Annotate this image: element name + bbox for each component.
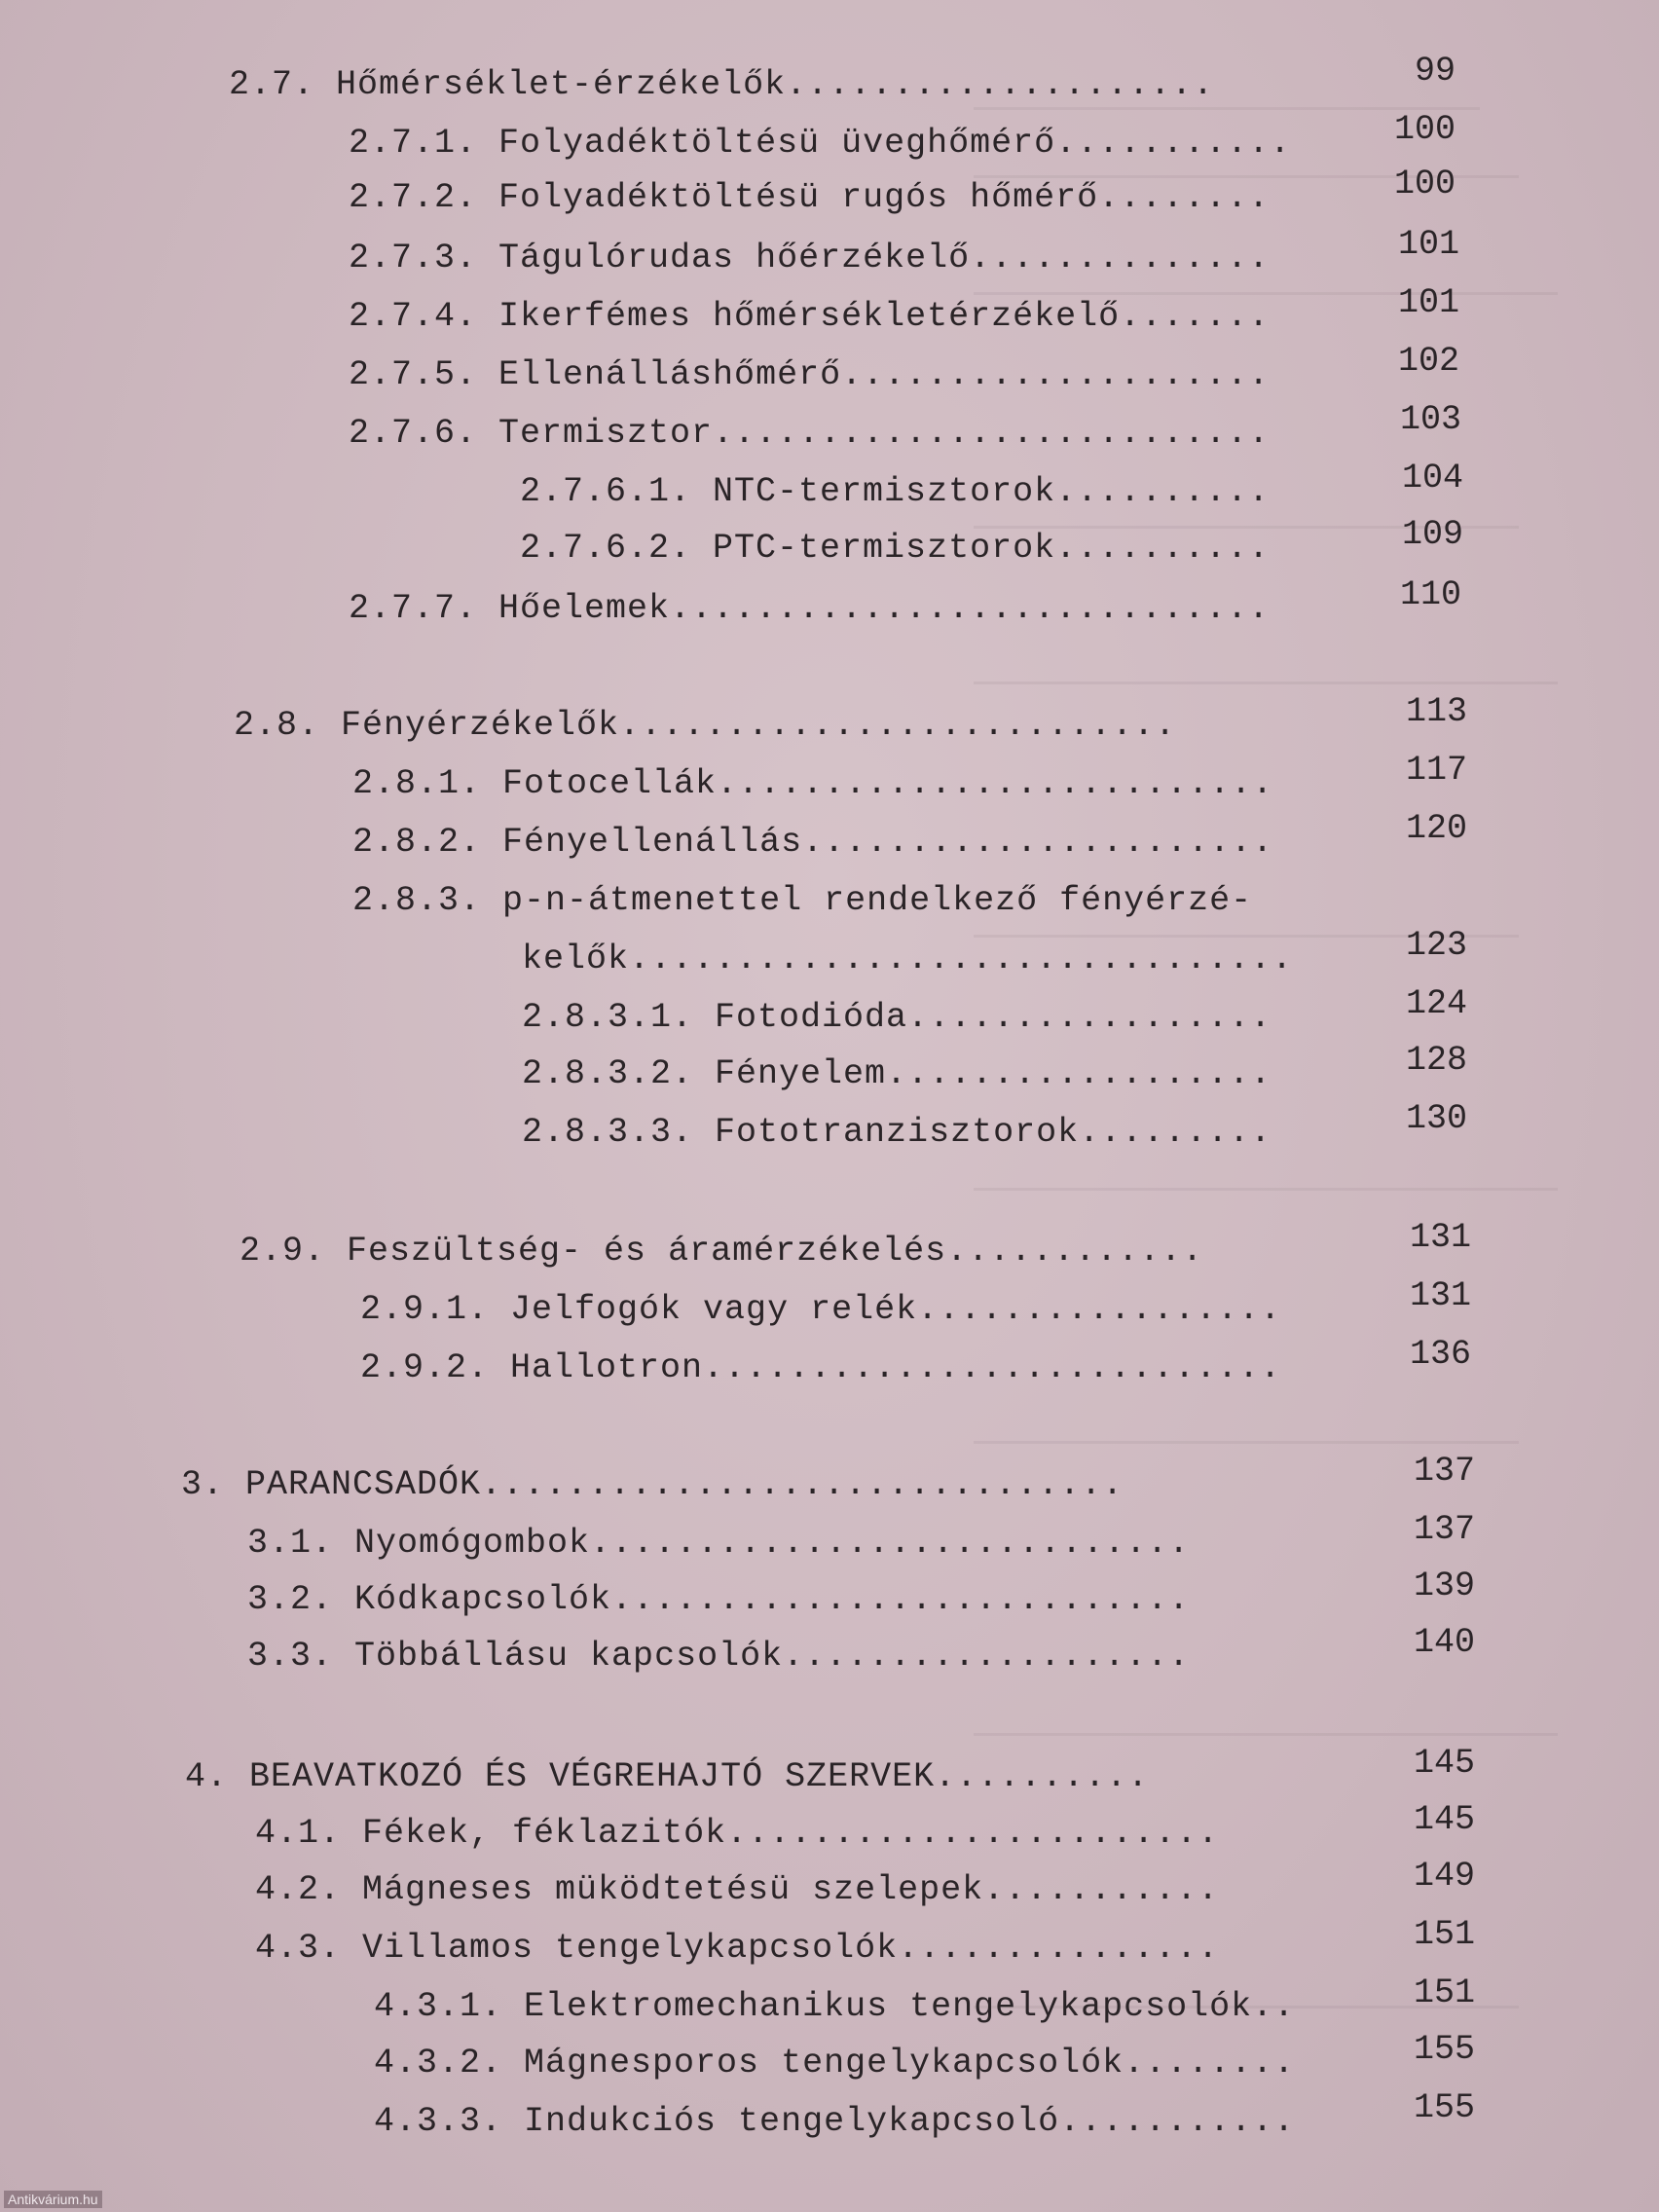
toc-entry-title: 4.3.2. Mágnesporos tengelykapcsolók........ xyxy=(374,2044,1296,2083)
toc-entry-page: 128 xyxy=(1406,1041,1468,1080)
toc-entry-page: 130 xyxy=(1406,1099,1468,1138)
toc-entry-title: 2.7.7. Hőelemek............................ xyxy=(349,589,1271,628)
toc-entry-title: 2.8.3.1. Fotodióda................. xyxy=(522,998,1272,1037)
toc-entry-title: 3.2. Kódkapcsolók........................... xyxy=(247,1580,1191,1619)
toc-entry-page: 131 xyxy=(1410,1218,1472,1257)
toc-entry-page: 117 xyxy=(1406,751,1468,790)
toc-entry-title: 2.9.2. Hallotron........................... xyxy=(360,1348,1282,1387)
toc-entry-title: 2.7.6. Termisztor.......................... xyxy=(349,414,1271,453)
toc-entry-title: 4. BEAVATKOZÓ ÉS VÉGREHAJTÓ SZERVEK.......... xyxy=(185,1757,1150,1796)
toc-entry-page: 155 xyxy=(1414,2088,1476,2127)
toc-entry-title: 2.7.5. Ellenálláshőmérő.................... xyxy=(349,355,1271,394)
toc-entry-title: 2.7.2. Folyadéktöltésü rugós hőmérő........ xyxy=(349,178,1271,217)
toc-entry-title: 4.2. Mágneses müködtetésü szelepek........... xyxy=(255,1870,1220,1909)
toc-entry-page: 109 xyxy=(1402,515,1464,554)
toc-entry-title: 2.7.4. Ikerfémes hőmérsékletérzékelő....... xyxy=(349,297,1271,336)
toc-entry-page: 136 xyxy=(1410,1335,1472,1374)
toc-entry-title: 4.3.3. Indukciós tengelykapcsoló........... xyxy=(374,2102,1296,2141)
toc-entry-title: 2.8.3. p-n-átmenettel rendelkező fényérzé- xyxy=(352,881,1253,920)
toc-entry-page: 131 xyxy=(1410,1276,1472,1315)
toc-entry-page: 140 xyxy=(1414,1623,1476,1662)
toc-entry-page: 137 xyxy=(1414,1452,1476,1491)
toc-entry-title: 3.3. Többállásu kapcsolók................... xyxy=(247,1637,1191,1676)
toc-entry-title: 2.8.3.2. Fényelem.................. xyxy=(522,1054,1272,1093)
toc-entry-page: 100 xyxy=(1394,165,1456,203)
toc-entry-title: 4.1. Fékek, féklazitók....................... xyxy=(255,1814,1220,1853)
toc-entry-title: 4.3.1. Elektromechanikus tengelykapcsolók.. xyxy=(374,1987,1296,2026)
toc-entry-title: 3. PARANCSADÓK.............................. xyxy=(181,1465,1124,1504)
toc-entry-page: 120 xyxy=(1406,809,1468,848)
toc-entry-title: 2.9. Feszültség- és áramérzékelés............ xyxy=(240,1232,1204,1271)
toc-entry-title: 2.7.6.1. NTC-termisztorok.......... xyxy=(520,472,1271,511)
toc-entry-title: 2.8.3.3. Fototranzisztorok......... xyxy=(522,1113,1272,1152)
toc-entry-title: 2.7. Hőmérséklet-érzékelők.................... xyxy=(229,65,1215,104)
toc-entry-title: kelők............................... xyxy=(522,940,1294,978)
toc-entry-page: 145 xyxy=(1414,1800,1476,1839)
toc-entry-page: 101 xyxy=(1398,225,1460,264)
toc-entry-page: 99 xyxy=(1415,52,1456,91)
toc-entry-page: 151 xyxy=(1414,1973,1476,2012)
toc-entry-page: 151 xyxy=(1414,1915,1476,1954)
toc-entry-page: 145 xyxy=(1414,1744,1476,1783)
toc-entry-page: 124 xyxy=(1406,984,1468,1023)
toc-entry-page: 123 xyxy=(1406,926,1468,965)
toc-entry-title: 2.8.2. Fényellenállás...................... xyxy=(352,823,1274,862)
toc-entry-title: 2.9.1. Jelfogók vagy relék................. xyxy=(360,1290,1282,1329)
toc-entry-page: 113 xyxy=(1406,692,1468,731)
toc-entry-page: 139 xyxy=(1414,1567,1476,1605)
toc-entry-page: 102 xyxy=(1398,342,1460,381)
toc-entry-title: 2.8.1. Fotocellák.......................... xyxy=(352,764,1274,803)
watermark: Antikvárium.hu xyxy=(4,2191,102,2208)
toc-entry-page: 100 xyxy=(1394,110,1456,149)
toc-entry-title: 2.7.3. Tágulórudas hőérzékelő.............. xyxy=(349,239,1271,277)
toc-entry-page: 104 xyxy=(1402,459,1464,498)
toc-entry-page: 149 xyxy=(1414,1857,1476,1896)
toc-entry-title: 2.7.1. Folyadéktöltésü üveghőmérő........... xyxy=(349,124,1292,163)
toc-entry-title: 3.1. Nyomógombok............................ xyxy=(247,1524,1191,1563)
toc-entry-title: 4.3. Villamos tengelykapcsolók............... xyxy=(255,1929,1220,1968)
toc-entry-page: 137 xyxy=(1414,1510,1476,1549)
toc-entry-page: 110 xyxy=(1400,575,1462,614)
toc-entry-title: 2.7.6.2. PTC-termisztorok.......... xyxy=(520,529,1271,568)
toc-entry-title: 2.8. Fényérzékelők.......................... xyxy=(234,706,1177,745)
toc-entry-page: 103 xyxy=(1400,400,1462,439)
toc-entry-page: 155 xyxy=(1414,2030,1476,2069)
toc-entry-page: 101 xyxy=(1398,283,1460,322)
